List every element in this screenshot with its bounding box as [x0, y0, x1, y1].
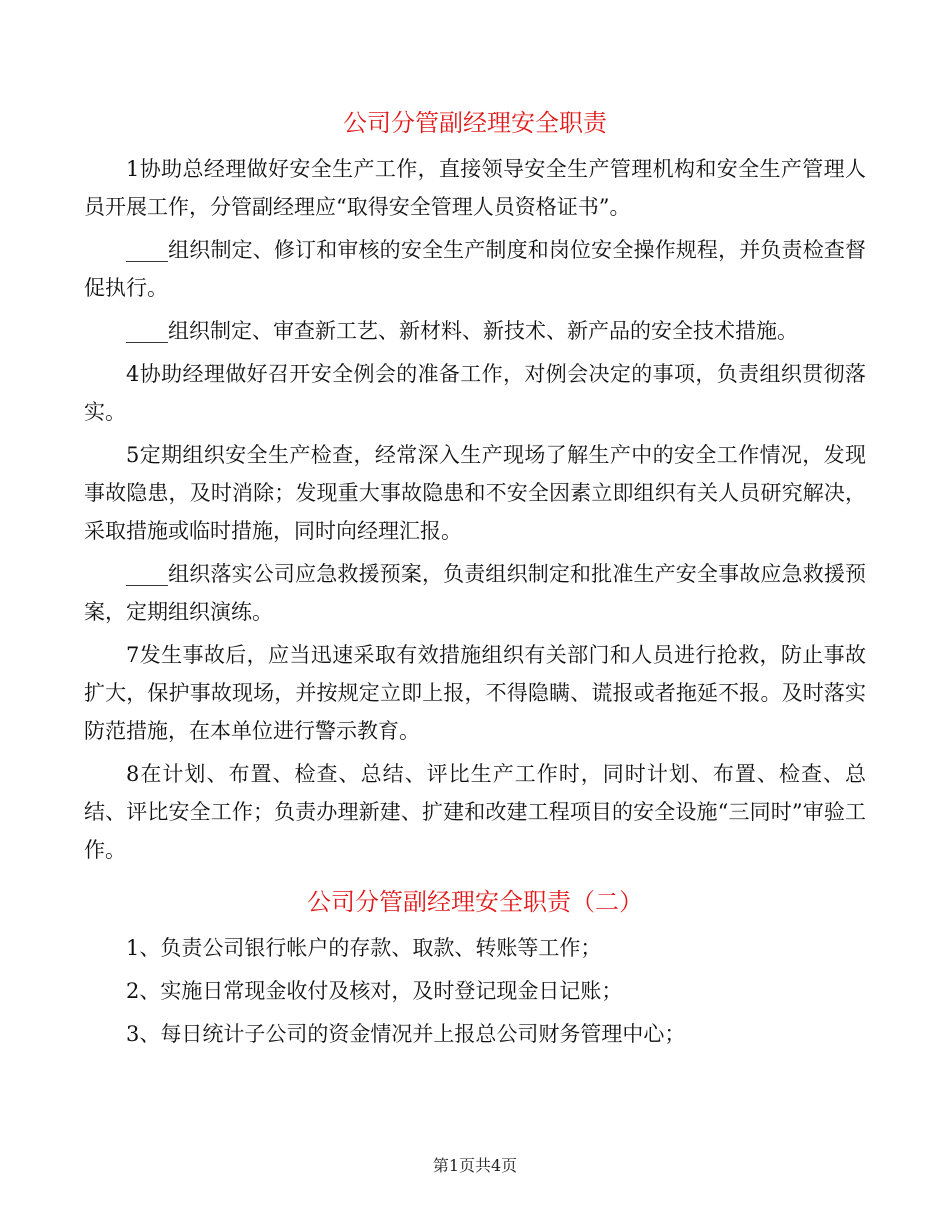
document-body: [84, 98, 866, 1058]
paragraph-2: ____组织制定、修订和审核的安全生产制度和岗位安全操作规程，并负责检查督促执行。: [84, 238, 866, 300]
paragraph-4: 4协助经理做好召开安全例会的准备工作，对例会决定的事项，负责组织贯彻落实。: [84, 362, 866, 424]
document-title: 公司分管副经理安全职责: [343, 109, 607, 137]
paragraph-7: 7发生事故后，应当迅速采取有效措施组织有关部门和人员进行抢救，防止事故扩大，保护事故现场，并按规定立即上报，不得隐瞒、谎报或者拖延不报。及时落实防范措施，在本单位进行警示教育。: [84, 643, 866, 743]
list-item-1: 1、负责公司银行帐户的存款、取款、转账等工作；: [126, 936, 602, 960]
list-item-3: 3、每日统计子公司的资金情况并上报总公司财务管理中心；: [126, 1022, 686, 1046]
list-item-2: 2、实施日常现金收付及核对，及时登记现金日记账；: [126, 979, 623, 1003]
paragraph-6: ____组织落实公司应急救援预案，负责组织制定和批准生产安全事故应急救援预案，定期组织演练。: [84, 562, 866, 624]
paragraph-1: 1协助总经理做好安全生产工作，直接领导安全生产管理机构和安全生产管理人员开展工作，分管副经理应“取得安全管理人员资格证书”。: [84, 157, 866, 219]
section-title: 公司分管副经理安全职责（二）: [307, 888, 643, 916]
page-number: 第1页共4页: [432, 1156, 518, 1175]
paragraph-8: 8在计划、布置、检查、总结、评比生产工作时，同时计划、布置、检查、总结、评比安全工作；负责办理新建、扩建和改建工程项目的安全设施“三同时”审验工作。: [84, 762, 866, 862]
paragraph-5: 5定期组织安全生产检查，经常深入生产现场了解生产中的安全工作情况，发现事故隐患，及时消除；发现重大事故隐患和不安全因素立即组织有关人员研究解决，采取措施或临时措施，同时向经理汇报。: [84, 443, 866, 543]
paragraph-3: ____组织制定、审查新工艺、新材料、新技术、新产品的安全技术措施。: [126, 319, 798, 343]
